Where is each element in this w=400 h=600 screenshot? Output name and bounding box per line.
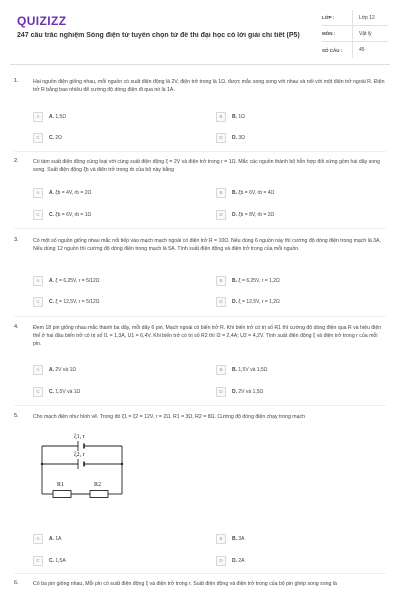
option-text: ξ = 6,25V, r = 5/12Ω — [55, 277, 100, 284]
option-b[interactable] — [216, 275, 280, 286]
question-divider — [14, 573, 386, 574]
circuit-diagram — [36, 428, 126, 500]
question-text: Hai nguồn điện giống nhau, mỗi nguồn có suất điện động là 2V, điện trở trong là 1Ω, được mắc song song với nhau và nối với một điện trở ngoài R. Điện trở R bằng bao nhiêu để cường độ dòng điện đi qua nó là 1A. — [33, 79, 385, 93]
option-a[interactable] — [33, 533, 62, 544]
option-letter-box: D — [216, 133, 226, 143]
option-label: A. — [49, 189, 54, 196]
meta-value: 45 — [352, 42, 388, 58]
option-c[interactable] — [33, 132, 62, 143]
option-text: 3Ω — [238, 134, 245, 141]
meta-table — [322, 10, 388, 58]
question-number: 2. — [14, 158, 19, 164]
option-text: ξ = 12,5V, r = 1,2Ω — [238, 298, 280, 305]
question-text: Cho mạch điện như hình vẽ. Trong đó ξ1 = ξ2 = 12V, r = 2Ω, R1 = 3Ω, R2 = 8Ω. Cường độ dòng điện chạy trong mạch — [33, 414, 305, 420]
option-text: ξ = 6,25V, r = 1,2Ω — [238, 277, 280, 284]
option-label: D. — [232, 388, 237, 395]
option-label: D. — [232, 557, 237, 564]
option-letter-box: A — [33, 188, 43, 198]
battery-2-label: ξ2, r — [74, 452, 85, 458]
meta-key: SỐ CÂU : — [322, 47, 343, 53]
option-letter-box: D — [216, 556, 226, 566]
option-text: 2V và 1Ω — [55, 366, 77, 373]
option-text: ξb = 8V, rb = 2Ω — [238, 211, 275, 218]
option-text: 3A — [238, 535, 245, 542]
option-text: 1,5Ω — [55, 113, 67, 120]
page-header — [0, 0, 400, 62]
option-a[interactable] — [33, 187, 91, 198]
question-text: Có một số nguồn giống nhau mắc nối tiếp vào mạch mạch ngoài có điện trở R = 10Ω. Nếu dùng 6 nguồn này thì cường độ dòng điện trong mạch là 3A. Nếu dùng 12 nguồn thì cường độ dòng điện trong mạch là 5A. Tính suất điện động và điện trở trong của mỗi nguồn. — [33, 238, 381, 252]
option-label: D. — [232, 211, 237, 218]
question-number: 6. — [14, 580, 19, 586]
option-text: ξ = 12,5V, r = 5/12Ω — [55, 298, 100, 305]
option-letter-box: B — [216, 112, 226, 122]
resistor-r1-label: R1 — [57, 482, 65, 488]
option-label: B. — [232, 277, 237, 284]
option-d[interactable] — [216, 386, 263, 397]
question-number: 5. — [14, 413, 19, 419]
meta-row-subject — [322, 26, 388, 42]
meta-value: Lớp 12 — [352, 10, 388, 26]
quizizz-logo[interactable]: QUIZIZZ — [17, 14, 67, 28]
meta-key: LỚP : — [322, 15, 335, 20]
option-label: A. — [49, 366, 54, 373]
option-label: C. — [49, 134, 54, 141]
resistor-r2-label: R2 — [94, 482, 102, 488]
option-a[interactable] — [33, 111, 66, 122]
question-divider — [14, 316, 386, 317]
option-letter-box: A — [33, 365, 43, 375]
option-text: ξb = 6V, rb = 4Ω — [238, 189, 275, 196]
question-text: Có ba pin giống nhau, Mỗi pin có suất điện động ξ và điện trở trong r. Suất điện động và điện trở trong của bộ pin ghép song song là — [33, 581, 337, 587]
option-label: C. — [49, 211, 54, 218]
option-b[interactable] — [216, 533, 245, 544]
option-b[interactable] — [216, 111, 245, 122]
option-label: D. — [232, 134, 237, 141]
option-label: C. — [49, 298, 54, 305]
option-letter-box: A — [33, 112, 43, 122]
resistor-r2 — [90, 491, 108, 498]
question-divider — [14, 405, 386, 406]
meta-value: Vật lý — [352, 26, 388, 42]
option-letter-box: C — [33, 133, 43, 143]
meta-key: MÔN : — [322, 31, 336, 36]
option-a[interactable] — [33, 275, 100, 286]
option-c[interactable] — [33, 386, 80, 397]
question-divider — [14, 228, 386, 229]
question-number: 4. — [14, 324, 19, 330]
option-letter-box: A — [33, 276, 43, 286]
option-d[interactable] — [216, 132, 245, 143]
option-c[interactable] — [33, 296, 100, 307]
option-label: B. — [232, 535, 237, 542]
option-label: A. — [49, 113, 54, 120]
option-letter-box: B — [216, 365, 226, 375]
option-text: 1,5V và 1Ω — [55, 388, 81, 395]
option-text: 1Ω — [238, 113, 245, 120]
header-divider — [10, 64, 390, 65]
option-letter-box: A — [33, 534, 43, 544]
option-text: ξb = 6V, rb = 1Ω — [55, 211, 92, 218]
option-letter-box: C — [33, 556, 43, 566]
option-c[interactable] — [33, 209, 91, 220]
option-letter-box: C — [33, 387, 43, 397]
question-text: Đem 18 pin giống nhau mắc thành ba dãy, mỗi dãy 6 pin. Mạch ngoài có biến trở R. Khi biến trở có trị số R1 thì cường độ dòng điện qua R và hiệu điện thế ở hai đầu biến trở có trị số I1 = 1,3A, U1 = 6,4V. Khi biến trở có trị số R2 thì I2 = 2,4A; U2 = 4,2V. Tính suất điện động ξ và điện trở trong r của mỗi pin. — [33, 325, 382, 347]
option-text: 1,5V và 1,5Ω — [238, 366, 268, 373]
option-letter-box: D — [216, 387, 226, 397]
option-d[interactable] — [216, 555, 245, 566]
option-b[interactable] — [216, 364, 267, 375]
option-letter-box: D — [216, 297, 226, 307]
option-text: 1,5A — [55, 557, 66, 564]
option-d[interactable] — [216, 209, 274, 220]
option-label: C. — [49, 388, 54, 395]
option-d[interactable] — [216, 296, 280, 307]
question-number: 1. — [14, 78, 19, 84]
question-divider — [14, 151, 386, 152]
option-label: B. — [232, 366, 237, 373]
option-text: 2V và 1,5Ω — [238, 388, 264, 395]
option-text: 1A — [55, 535, 62, 542]
option-letter-box: B — [216, 276, 226, 286]
battery-1-label: ξ1, r — [74, 434, 85, 440]
option-label: B. — [232, 189, 237, 196]
option-c[interactable] — [33, 555, 66, 566]
document-title: 247 câu trắc nghiệm Sóng điện từ tuyển chọn từ đề thi đại học có lời giải chi tiết (P5) — [17, 32, 300, 39]
option-label: C. — [49, 557, 54, 564]
option-text: 2A — [238, 557, 245, 564]
question-text: Có tám suất điện động cùng loại với cùng suất điện động ξ = 2V và điện trở trong r = 1Ω. Mắc các nguồn thành bộ hỗn hợp đối xứng gồm hai dãy song song. Suất điện động ξb và điện trở trong rb của bộ này bằng — [33, 159, 380, 173]
meta-row-class — [322, 10, 388, 26]
resistor-r1 — [53, 491, 71, 498]
option-letter-box: B — [216, 188, 226, 198]
option-b[interactable] — [216, 187, 274, 198]
option-letter-box: C — [33, 210, 43, 220]
option-letter-box: B — [216, 534, 226, 544]
option-label: D. — [232, 298, 237, 305]
option-letter-box: C — [33, 297, 43, 307]
option-label: A. — [49, 277, 54, 284]
option-label: B. — [232, 113, 237, 120]
option-text: 2Ω — [55, 134, 62, 141]
option-text: ξb = 4V, rb = 2Ω — [55, 189, 92, 196]
meta-row-count — [322, 42, 388, 58]
option-a[interactable] — [33, 364, 76, 375]
option-label: A. — [49, 535, 54, 542]
option-letter-box: D — [216, 210, 226, 220]
question-number: 3. — [14, 237, 19, 243]
